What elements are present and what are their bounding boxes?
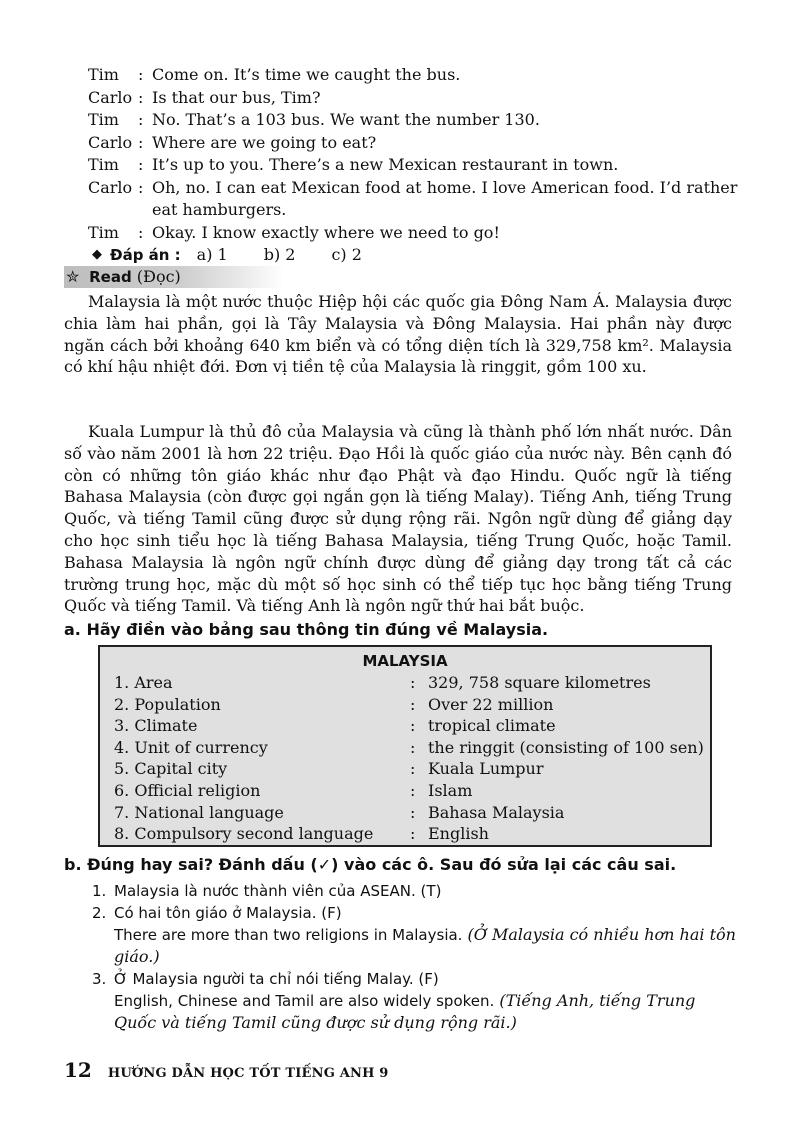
line-text: Oh, no. I can eat Mexican food at home. I love American food. I’d rather eat hamburgers. — [152, 177, 738, 219]
read-section-header — [64, 266, 284, 288]
item-translation: (Tiếng Anh, tiếng Trung Quốc và tiếng Tamil cũng được sử dụng rộng rãi.) — [114, 991, 696, 1032]
dialogue-line: Tim : It’s up to you. There’s a new Mexican restaurant in town. — [88, 154, 748, 177]
dialogue-line: Tim : Come on. It’s time we caught the bus. — [88, 64, 748, 87]
answer-label: Đáp án : — [110, 246, 181, 264]
speaker: Carlo — [88, 87, 133, 107]
diamond-bullet-icon: ◆ — [92, 247, 102, 262]
row-label: 3. Climate — [114, 716, 198, 736]
read-subtitle: (Đọc) — [136, 267, 181, 286]
list-item — [92, 968, 742, 990]
row-label: 4. Unit of currency — [114, 737, 268, 757]
speaker: Tim — [88, 155, 119, 174]
row-value: Over 22 million — [428, 694, 554, 714]
dialogue-line: Carlo : Oh, no. I can eat Mexican food at home. I love American food. I’d rather eat hamburgers. — [88, 177, 748, 222]
item-correction-block — [92, 990, 742, 1034]
item-statement: Ở Malaysia người ta chỉ nói tiếng Malay. (F) — [114, 970, 439, 988]
item-statement: Malaysia là nước thành viên của ASEAN. (T) — [114, 882, 442, 900]
speaker: Carlo — [88, 132, 133, 152]
answer-line — [92, 244, 398, 266]
list-item — [92, 880, 742, 902]
dialogue-line: Carlo : Where are we going to eat? — [88, 132, 748, 155]
table-row: 5. Capital city : Kuala Lumpur — [100, 758, 710, 780]
row-label: 8. Compulsory second language — [114, 824, 374, 844]
row-value: Kuala Lumpur — [428, 759, 544, 779]
line-text: Okay. I know exactly where we need to go! — [152, 222, 500, 242]
dialogue-line: Tim : Okay. I know exactly where we need to go! — [88, 222, 748, 245]
answer-option: c) 2 — [331, 245, 362, 264]
row-label: 7. National language — [114, 802, 284, 822]
speaker: Tim — [88, 110, 119, 129]
item-number: 1. — [92, 882, 107, 900]
row-value: the ringgit (consisting of 100 sen) — [428, 737, 704, 757]
reading-paragraph: Kuala Lumpur là thủ đô của Malaysia và cũng là thành phố lớn nhất nước. Dân số vào năm 2001 là hơn 22 triệu. Đạo Hồi là quốc giáo của nước này. Bên cạnh đó còn có những tôn giáo khác như đạo Phật và đạo Hindu. Quốc ngữ là tiếng Bahasa Malaysia (còn được gọi ngắn gọn là tiếng Malay). Tiếng Anh, tiếng Trung Quốc, và tiếng Tamil cũng được sử dụng rộng rãi. Ngôn ngữ dùng để giảng dạy cho học sinh tiểu học là tiếng Bahasa Malaysia, tiếng Trung Quốc, hoặc Tamil. Bahasa Malaysia là ngôn ngữ chính được dùng để giảng dạy trong tất cả các trường trung học, mặc dù một số học sinh có thể tiếp tục học bằng tiếng Trung Quốc và tiếng Tamil. Và tiếng Anh là ngôn ngữ thứ hai bắt buộc. — [64, 422, 732, 616]
reading-paragraph: Malaysia là một nước thuộc Hiệp hội các quốc gia Đông Nam Á. Malaysia được chia làm hai phần, gọi là Tây Malaysia và Đông Malaysia. Hai phần này được ngăn cách bởi khoảng 640 km biển và có tổng diện tích là 329,758 km². Malaysia có khí hậu nhiệt đới. Đơn vị tiền tệ của Malaysia là ringgit, gồm 100 xu. — [64, 292, 732, 377]
row-label: 6. Official religion — [114, 780, 261, 800]
item-correction: English, Chinese and Tamil are also widely spoken. — [114, 992, 495, 1010]
item-translation: (Ở Malaysia có nhiều hơn hai tôn giáo.) — [114, 925, 736, 966]
speaker: Carlo — [88, 177, 133, 197]
line-text: Where are we going to eat? — [152, 132, 377, 152]
row-label: 5. Capital city — [114, 759, 228, 779]
item-number: 2. — [92, 904, 107, 922]
line-text: No. That’s a 103 bus. We want the number 130. — [152, 110, 540, 129]
line-text: It’s up to you. There’s a new Mexican restaurant in town. — [152, 155, 619, 174]
line-text: Come on. It’s time we caught the bus. — [152, 65, 461, 84]
exercise-b-list — [92, 880, 742, 1034]
star-icon: ✮ — [66, 267, 80, 286]
table-row: 2. Population : Over 22 million — [100, 694, 710, 716]
exercise-a-heading: a. Hãy điền vào bảng sau thông tin đúng về Malaysia. — [64, 620, 549, 639]
item-number: 3. — [92, 970, 107, 988]
speaker: Tim — [88, 222, 119, 242]
row-value: tropical climate — [428, 716, 556, 736]
row-value: 329, 758 square kilometres — [428, 673, 651, 692]
row-label: 1. Area — [114, 673, 173, 692]
line-text: Is that our bus, Tim? — [152, 87, 321, 107]
item-correction-block — [92, 924, 742, 968]
row-label: 2. Population — [114, 694, 221, 714]
dialogue-line: Tim : No. That’s a 103 bus. We want the number 130. — [88, 109, 748, 132]
page-footer — [64, 1058, 389, 1082]
malaysia-table — [98, 645, 712, 847]
table-row: 1. Area : 329, 758 square kilometres — [100, 672, 710, 694]
dialogue — [88, 64, 748, 244]
table-row: 7. National language : Bahasa Malaysia — [100, 802, 710, 824]
list-item — [92, 902, 742, 924]
read-title: Read — [89, 268, 132, 286]
table-row: 4. Unit of currency : the ringgit (consisting of 100 sen) — [100, 737, 710, 759]
answer-option: b) 2 — [263, 245, 296, 264]
row-value: English — [428, 824, 489, 844]
answer-option: a) 1 — [196, 245, 228, 264]
item-correction: There are more than two religions in Malaysia. — [114, 926, 463, 944]
row-value: Bahasa Malaysia — [428, 802, 565, 822]
book-title: HƯỚNG DẪN HỌC TỐT TIẾNG ANH 9 — [107, 1066, 389, 1081]
speaker: Tim — [88, 65, 119, 84]
exercise-b-heading: b. Đúng hay sai? Đánh dấu (✓) vào các ô. Sau đó sửa lại các câu sai. — [64, 855, 677, 874]
table-row: 8. Compulsory second language : English — [100, 823, 710, 845]
item-statement: Có hai tôn giáo ở Malaysia. (F) — [114, 904, 342, 922]
table-title: MALAYSIA — [362, 652, 448, 670]
page-number: 12 — [64, 1058, 92, 1082]
dialogue-line: Carlo : Is that our bus, Tim? — [88, 87, 748, 110]
table-row: 6. Official religion : Islam — [100, 780, 710, 802]
table-row: 3. Climate : tropical climate — [100, 715, 710, 737]
row-value: Islam — [428, 780, 473, 800]
